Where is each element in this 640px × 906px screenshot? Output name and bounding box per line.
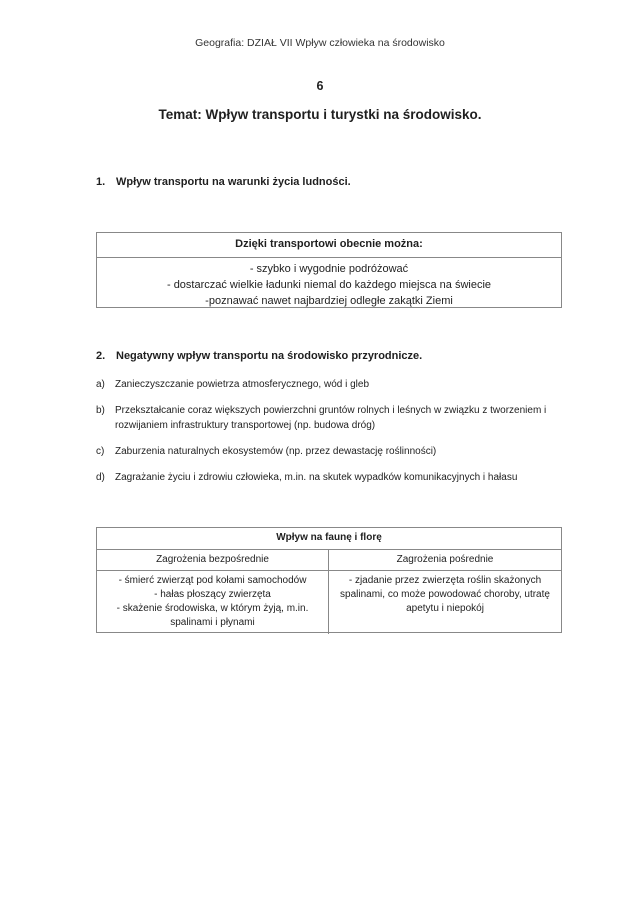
page-title: Temat: Wpływ transportu i turystki na środowisko.	[158, 107, 482, 122]
transport-benefits-table	[96, 232, 562, 308]
indirect-threats-heading: Zagrożenia pośrednie	[329, 550, 561, 571]
list-item	[96, 377, 566, 392]
page-number: 6	[316, 79, 324, 93]
direct-threats-column	[97, 550, 329, 634]
list-marker: c)	[96, 446, 105, 457]
list-text: Zaburzenia naturalnych ekosystemów (np. przez dewastację roślinności)	[115, 446, 437, 457]
benefit-line: - dostarczać wielkie ładunki niemal do każdego miejsca na świecie	[166, 279, 492, 291]
threat-line: - hałas płoszący zwierzęta	[154, 589, 271, 600]
section-1-text: Wpływ transportu na warunki życia ludności.	[116, 176, 351, 188]
fauna-flora-columns	[97, 550, 561, 634]
indirect-threats-column	[329, 550, 561, 634]
section-2-text: Negatywny wpływ transportu na środowisko przyrodnicze.	[116, 350, 423, 362]
transport-benefits-body	[97, 258, 561, 309]
list-text: Zanieczyszczanie powietrza atmosferycznego, wód i gleb	[115, 379, 370, 390]
threat-line: - zjadanie przez zwierzęta roślin skażonych spalinami, co może powodować choroby, utratę apetytu i niepokój	[340, 575, 550, 614]
fauna-flora-heading: Wpływ na faunę i florę	[97, 528, 561, 550]
benefit-line: -poznawać nawet najbardziej odległe zakątki Ziemi	[205, 295, 453, 307]
list-text: Przekształcanie coraz większych powierzchni gruntów rolnych i leśnych w związku z tworzeniem i rozwijaniem infrastruktury transportowej (np. budowa dróg)	[115, 405, 547, 431]
direct-threats-heading: Zagrożenia bezpośrednie	[97, 550, 328, 571]
direct-threats-body	[97, 571, 328, 630]
list-text: Zagrażanie życiu i zdrowiu człowieka, m.in. na skutek wypadków komunikacyjnych i hałasu	[115, 472, 518, 483]
list-item	[96, 444, 566, 459]
transport-benefits-heading: Dzięki transportowi obecnie można:	[97, 233, 561, 258]
benefit-line: - szybko i wygodnie podróżować	[249, 263, 409, 275]
section-1-number: 1.	[96, 176, 106, 188]
list-item	[96, 470, 566, 485]
list-marker: a)	[96, 379, 105, 390]
fauna-flora-table	[96, 527, 562, 633]
indirect-threats-body	[329, 571, 561, 616]
list-marker: d)	[96, 472, 105, 483]
page-header: Geografia: DZIAŁ VII Wpływ człowieka na środowisko	[195, 37, 445, 49]
section-1-heading	[96, 176, 351, 188]
list-marker: b)	[96, 405, 105, 416]
list-item	[96, 403, 566, 433]
section-2-heading	[96, 350, 422, 362]
threat-line: - śmierć zwierząt pod kołami samochodów	[118, 575, 307, 586]
negative-impacts-list	[96, 377, 566, 496]
threat-line: - skażenie środowiska, w którym żyją, m.in. spalinami i płynami	[116, 603, 309, 628]
section-2-number: 2.	[96, 350, 106, 362]
